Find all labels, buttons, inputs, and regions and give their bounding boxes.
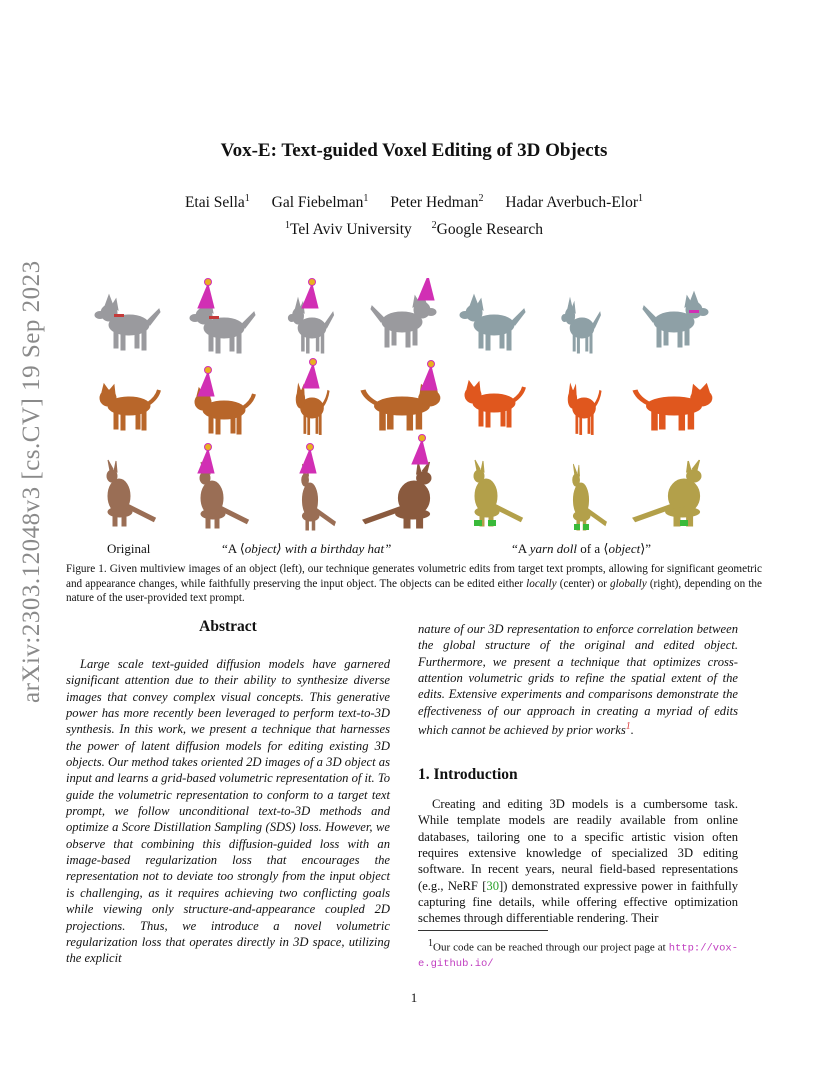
- figure-image-grid: [84, 278, 740, 540]
- abstract-heading: Abstract: [199, 618, 257, 635]
- abstract-body: Large scale text-guided diffusion models have garnered significant attention due to their ability to synthesize diverse images that convey complex visual concepts. This generative power has more recently been leveraged to perform text-to-3D synthesis. In this work, we present a technique that harnesses the power of latent diffusion models for editing existing 3D objects. Our method takes oriented 2D images of a 3D object as input and learns a grid-based volumetric representation of it. To guide the volumetric representation to conform to a target text prompt, we follow unconditional text-to-3D methods and optimize a Score Distillation Sampling (SDS) loss. However, we observe that combining this diffusion-guided loss with an image-based regularization loss that encourages the representation not to deviate too strongly from the input object is challenging, as it requires achieving two conflicting goals while viewing only structure-and-appearance coupled 2D projections. Thus, we introduce a novel volumetric regularization loss that operates directly in 3D space, utilizing the explicit: [66, 657, 390, 966]
- label-birthday-hat: “A ⟨object⟩ with a birthday hat”: [222, 541, 392, 556]
- author: Etai Sella$^1$: [184, 193, 250, 212]
- figure-1: [84, 278, 740, 540]
- author: Peter Hedman$^2$: [390, 193, 484, 212]
- figure-caption: Figure 1. Given multiview images of an object (left), our technique generates volumetric edits from target text prompts, allowing for significant geometric and appearance changes, while faithfully preserving the input object. The objects can be edited either locally (center) or globally (right), depending on the nature of the user-provided text prompt.: [66, 563, 762, 604]
- arxiv-stamp: arXiv:2303.12048v3 [cs.CV] 19 Sep 2023: [18, 260, 45, 703]
- affiliation: $^1$Tel Aviv University: [285, 220, 412, 239]
- abstract-continuation: nature of our 3D representation to enforce correlation between the global structure of the original and edited object. Furthermore, we present a technique that optimizes cross-attention volumetric grids to refine the spatial extent of the edits. Extensive experiments and comparisons demonstrate the effectiveness of our approach in creating a myriad of edits which cannot be achieved by prior works$^1$.: [418, 622, 738, 738]
- affiliations: [0, 220, 828, 239]
- author-list: [0, 193, 828, 212]
- author: Gal Fiebelman$^1$: [271, 193, 369, 212]
- section-heading-introduction: 1. Introduction: [418, 766, 518, 783]
- row-dog: [95, 278, 708, 353]
- row-cat: [100, 359, 712, 435]
- affiliation: $^2$Google Research: [431, 220, 543, 239]
- label-original: Original: [107, 541, 151, 556]
- label-yarn-doll: “A yarn doll of a ⟨object⟩”: [512, 541, 652, 556]
- citation-link[interactable]: 30: [486, 878, 499, 893]
- row-kangaroo: [107, 435, 701, 531]
- author: Hadar Averbuch-Elor$^1$: [505, 193, 644, 212]
- introduction-body: Creating and editing 3D models is a cumbersome task. While template models are readily available from online databases, tailoring one to a specific artistic vision often requires extensive knowledge of specialized 3D editing software. In recent years, neural field-based representations (e.g., NeRF [30]) demonstrated expressive power in faithfully capturing fine details, while offering effective optimization schemes through differentiable rendering. Their: [418, 797, 738, 926]
- project-url-link[interactable]: http://vox-e.github.io/: [418, 942, 738, 971]
- page-number: 1: [410, 990, 418, 1005]
- footnote-rule: [418, 930, 548, 931]
- footnote: $^1$Our code can be reached through our project page at http://vox-e.github.io/: [418, 938, 738, 971]
- footnote-mark[interactable]: 1: [625, 721, 631, 733]
- paper-title: Vox-E: Text-guided Voxel Editing of 3D Objects: [220, 140, 608, 161]
